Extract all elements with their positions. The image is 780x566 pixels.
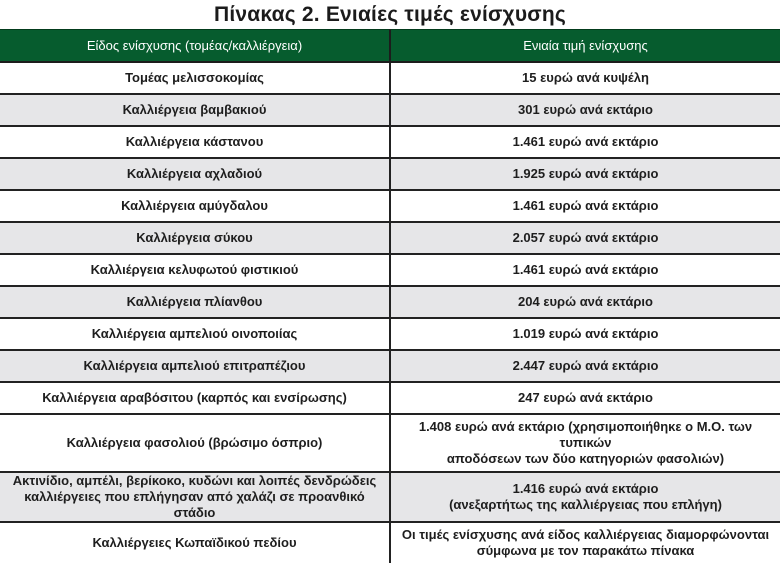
cell-value-line: αποδόσεων των δύο κατηγοριών φασολιών) xyxy=(446,451,725,466)
cell-value: 204 ευρώ ανά εκτάριο xyxy=(390,286,780,318)
cell-value: 15 ευρώ ανά κυψέλη xyxy=(390,62,780,94)
table-row xyxy=(0,158,780,190)
cell-type: Καλλιέργεια κελυφωτού φιστικιού xyxy=(0,254,390,286)
cell-value: 247 ευρώ ανά εκτάριο xyxy=(390,382,780,414)
table-row xyxy=(0,318,780,350)
table-row xyxy=(0,472,780,522)
page-title: Πίνακας 2. Ενιαίες τιμές ενίσχυσης xyxy=(214,3,566,26)
table-row xyxy=(0,254,780,286)
cell-value: 301 ευρώ ανά εκτάριο xyxy=(390,94,780,126)
cell-value-line: σύμφωνα με τον παρακάτω πίνακα xyxy=(476,543,695,558)
cell-value xyxy=(390,414,780,472)
table-row xyxy=(0,350,780,382)
cell-type: Καλλιέργεια αμύγδαλου xyxy=(0,190,390,222)
cell-value-line: (ανεξαρτήτως της καλλιέργειας που επλήγη) xyxy=(449,497,722,512)
table-row xyxy=(0,62,780,94)
cell-type: Καλλιέργειες Κωπαϊδικού πεδίου xyxy=(0,522,390,563)
table-row xyxy=(0,190,780,222)
cell-value: 1.925 ευρώ ανά εκτάριο xyxy=(390,158,780,190)
cell-value xyxy=(390,472,780,522)
cell-value xyxy=(390,522,780,563)
cell-type: Καλλιέργεια αμπελιού επιτραπέζιου xyxy=(0,350,390,382)
column-header-type: Είδος ενίσχυσης (τομέας/καλλιέργεια) xyxy=(0,30,390,63)
cell-value-line: 1.416 ευρώ ανά εκτάριο xyxy=(512,481,659,496)
support-prices-table xyxy=(0,29,780,563)
table-header-row xyxy=(0,30,780,63)
cell-type: Καλλιέργεια αχλαδιού xyxy=(0,158,390,190)
cell-type: Καλλιέργεια φασολιού (βρώσιμο όσπριο) xyxy=(0,414,390,472)
cell-type: Καλλιέργεια κάστανου xyxy=(0,126,390,158)
cell-value: 1.461 ευρώ ανά εκτάριο xyxy=(390,254,780,286)
cell-type: Καλλιέργεια πλίανθου xyxy=(0,286,390,318)
cell-type-line: καλλιέργειες που επλήγησαν από χαλάζι σε προανθικό στάδιο xyxy=(24,489,365,520)
cell-value-line: 1.408 ευρώ ανά εκτάριο (χρησιμοποιήθηκε ο Μ.Ο. των τυπικών xyxy=(418,419,753,450)
table-row xyxy=(0,522,780,563)
cell-type: Καλλιέργεια αραβόσιτου (καρπός και ενσίρωσης) xyxy=(0,382,390,414)
table-row xyxy=(0,222,780,254)
table-row xyxy=(0,414,780,472)
cell-value: 1.019 ευρώ ανά εκτάριο xyxy=(390,318,780,350)
table-row xyxy=(0,382,780,414)
table-row xyxy=(0,126,780,158)
cell-value: 2.447 ευρώ ανά εκτάριο xyxy=(390,350,780,382)
table-row xyxy=(0,286,780,318)
cell-type xyxy=(0,472,390,522)
cell-value: 1.461 ευρώ ανά εκτάριο xyxy=(390,190,780,222)
table-row xyxy=(0,94,780,126)
cell-type: Τομέας μελισσοκομίας xyxy=(0,62,390,94)
cell-value-line: Οι τιμές ενίσχυσης ανά είδος καλλιέργειας διαμορφώνονται xyxy=(401,527,770,542)
cell-type: Καλλιέργεια βαμβακιού xyxy=(0,94,390,126)
column-header-value: Ενιαία τιμή ενίσχυσης xyxy=(390,30,780,63)
cell-type-line: Ακτινίδιο, αμπέλι, βερίκοκο, κυδώνι και λοιπές δενδρώδεις xyxy=(12,473,377,488)
cell-value: 1.461 ευρώ ανά εκτάριο xyxy=(390,126,780,158)
cell-value: 2.057 ευρώ ανά εκτάριο xyxy=(390,222,780,254)
cell-type: Καλλιέργεια σύκου xyxy=(0,222,390,254)
cell-type: Καλλιέργεια αμπελιού οινοποιίας xyxy=(0,318,390,350)
